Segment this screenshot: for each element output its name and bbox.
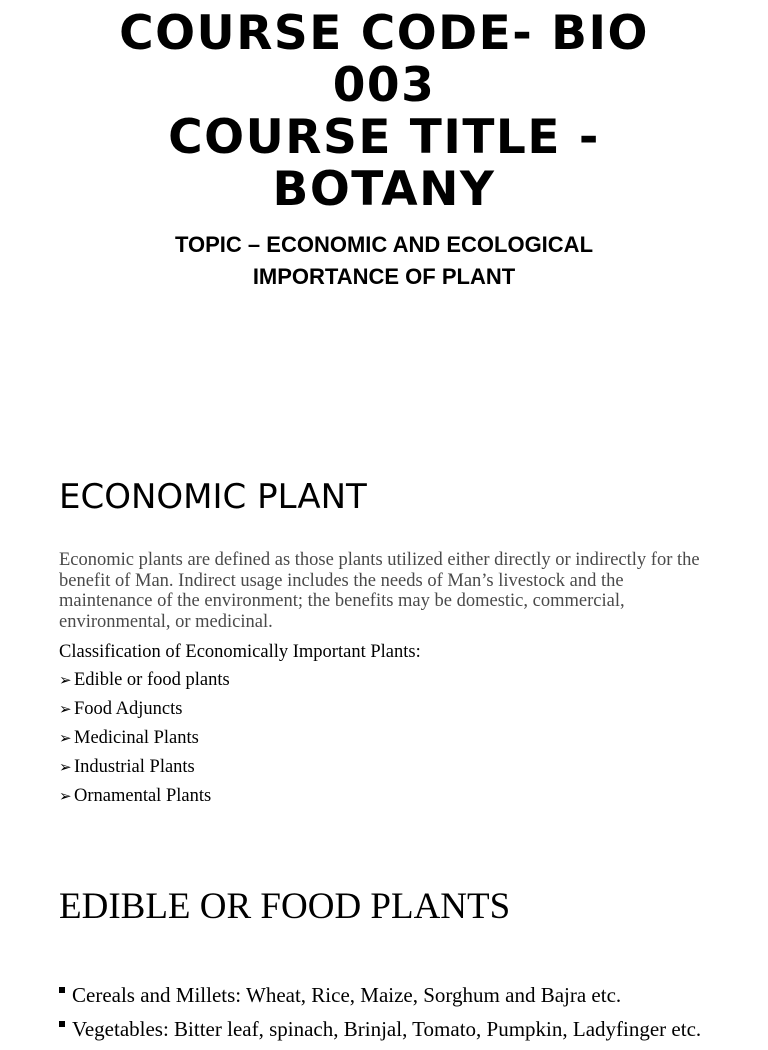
topic-line-1: TOPIC – ECONOMIC AND ECOLOGICAL: [174, 232, 594, 257]
list-item: [59, 1016, 759, 1050]
list-item: [59, 756, 230, 785]
course-title-block: [0, 8, 768, 216]
arrow-bullet-icon: ➢: [59, 758, 72, 776]
list-item: [59, 982, 759, 1016]
classification-list: [59, 669, 230, 814]
list-item-label: Ornamental Plants: [74, 786, 212, 806]
arrow-bullet-icon: ➢: [59, 671, 72, 689]
square-bullet-icon: [59, 987, 65, 993]
square-bullet-icon: [59, 1021, 65, 1027]
list-item-label: Industrial Plants: [74, 757, 195, 777]
list-item: [59, 727, 230, 756]
arrow-bullet-icon: ➢: [59, 729, 72, 747]
arrow-bullet-icon: ➢: [59, 700, 72, 718]
list-item-label: Food Adjuncts: [74, 699, 183, 719]
list-item: [59, 785, 230, 814]
course-title-line-2: BOTANY: [272, 162, 496, 217]
list-item: [59, 698, 230, 727]
list-item-label: Medicinal Plants: [74, 728, 199, 748]
arrow-bullet-icon: ➢: [59, 787, 72, 805]
classification-label: Classification of Economically Important Plants:: [59, 642, 421, 662]
list-item-label: Cereals and Millets: Wheat, Rice, Maize, Sorghum and Bajra etc.: [72, 983, 622, 1007]
course-title-line-1: COURSE TITLE -: [168, 110, 600, 165]
list-item-label: Edible or food plants: [74, 670, 230, 690]
topic-line-2: IMPORTANCE OF PLANT: [252, 264, 516, 289]
topic-subtitle: [0, 229, 768, 293]
economic-plant-heading: ECONOMIC PLANT: [59, 477, 367, 517]
list-item: [59, 669, 230, 698]
edible-plants-heading: EDIBLE OR FOOD PLANTS: [59, 886, 511, 927]
edible-plants-list: [59, 982, 759, 1050]
list-item-label: Vegetables: Bitter leaf, spinach, Brinjal, Tomato, Pumpkin, Ladyfinger etc.: [72, 1017, 702, 1041]
course-code-line-2: 003: [332, 58, 436, 113]
course-code-line-1: COURSE CODE- BIO: [119, 6, 649, 61]
economic-plant-intro: Economic plants are defined as those plants utilized either directly or indirectly for the benefit of Man. Indirect usage includes the needs of Man’s livestock and the maintenance of the environment; the benefits may be domestic, commercial, environmental, or medicinal.: [59, 550, 700, 633]
